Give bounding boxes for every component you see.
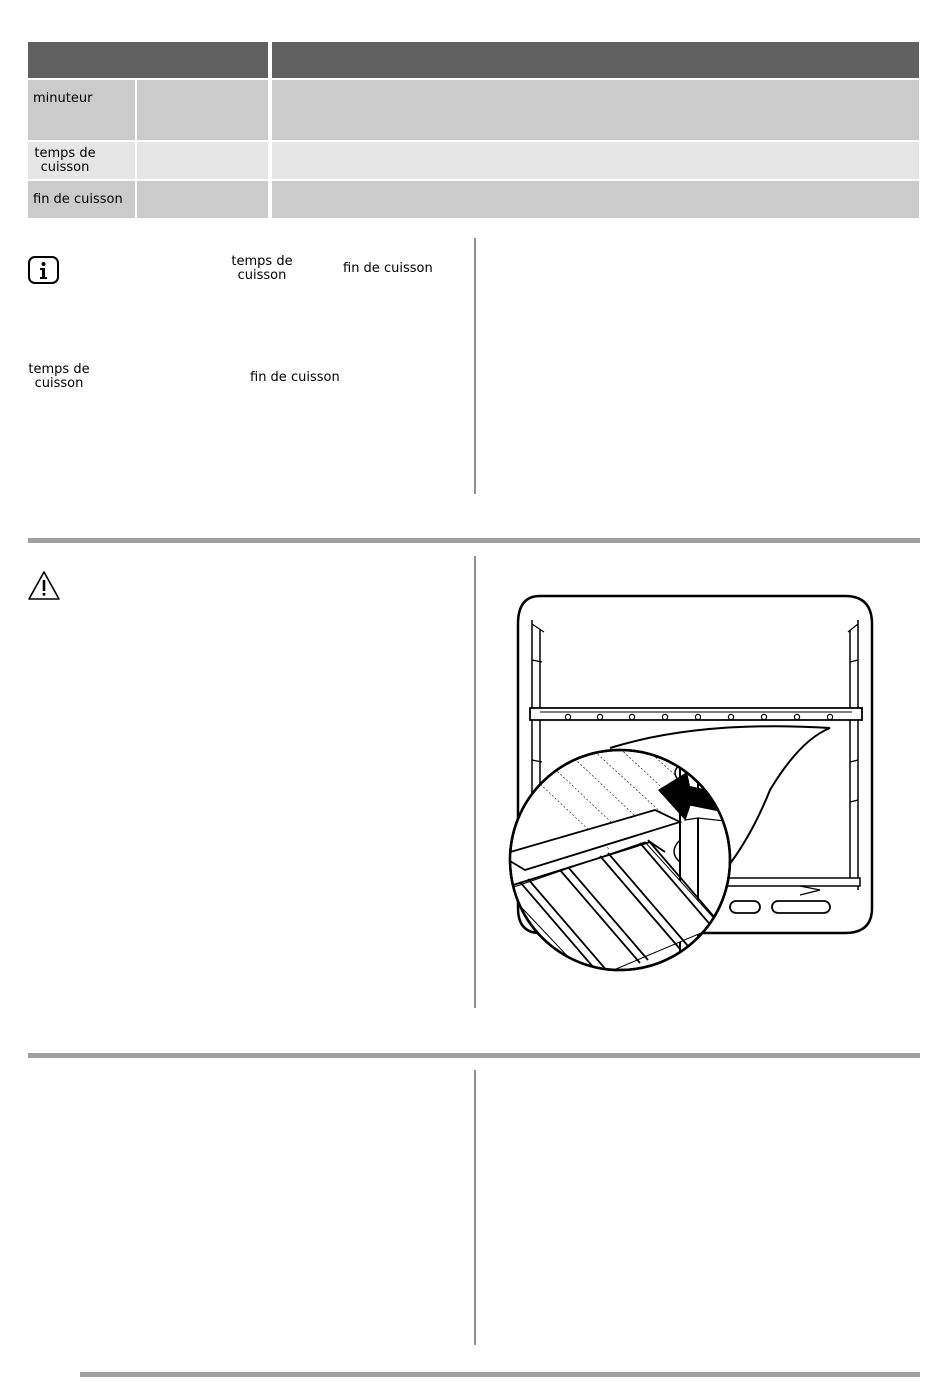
cooking-time-label: temps de cuisson bbox=[28, 362, 90, 391]
section-divider bbox=[28, 1053, 920, 1058]
row-label: fin de cuisson bbox=[33, 192, 123, 207]
row-label: temps de cuisson bbox=[34, 146, 96, 175]
table-row bbox=[28, 80, 919, 140]
table-header-left bbox=[28, 42, 268, 78]
column-divider bbox=[474, 1070, 476, 1345]
section-divider bbox=[28, 538, 920, 543]
warning-triangle-icon bbox=[27, 570, 61, 602]
table-cell bbox=[137, 181, 268, 218]
table-header-right bbox=[272, 42, 919, 78]
table-row bbox=[28, 142, 919, 179]
table-cell bbox=[137, 80, 268, 140]
footer-divider bbox=[80, 1372, 920, 1377]
table-cell bbox=[272, 181, 919, 218]
oven-shelf-illustration bbox=[500, 590, 890, 980]
table-cell bbox=[28, 181, 135, 218]
table-cell bbox=[137, 142, 268, 179]
column-divider bbox=[474, 556, 476, 1008]
table-cell bbox=[272, 80, 919, 140]
info-icon bbox=[28, 256, 60, 286]
table-cell bbox=[272, 142, 919, 179]
end-of-cooking-label: fin de cuisson bbox=[343, 261, 433, 276]
row-label: minuteur bbox=[33, 91, 93, 106]
table-row bbox=[28, 181, 919, 218]
end-of-cooking-label: fin de cuisson bbox=[250, 370, 340, 385]
column-divider bbox=[474, 238, 476, 494]
cooking-time-label: temps de cuisson bbox=[231, 254, 293, 283]
table-cell bbox=[28, 80, 135, 140]
table-cell bbox=[28, 142, 135, 179]
